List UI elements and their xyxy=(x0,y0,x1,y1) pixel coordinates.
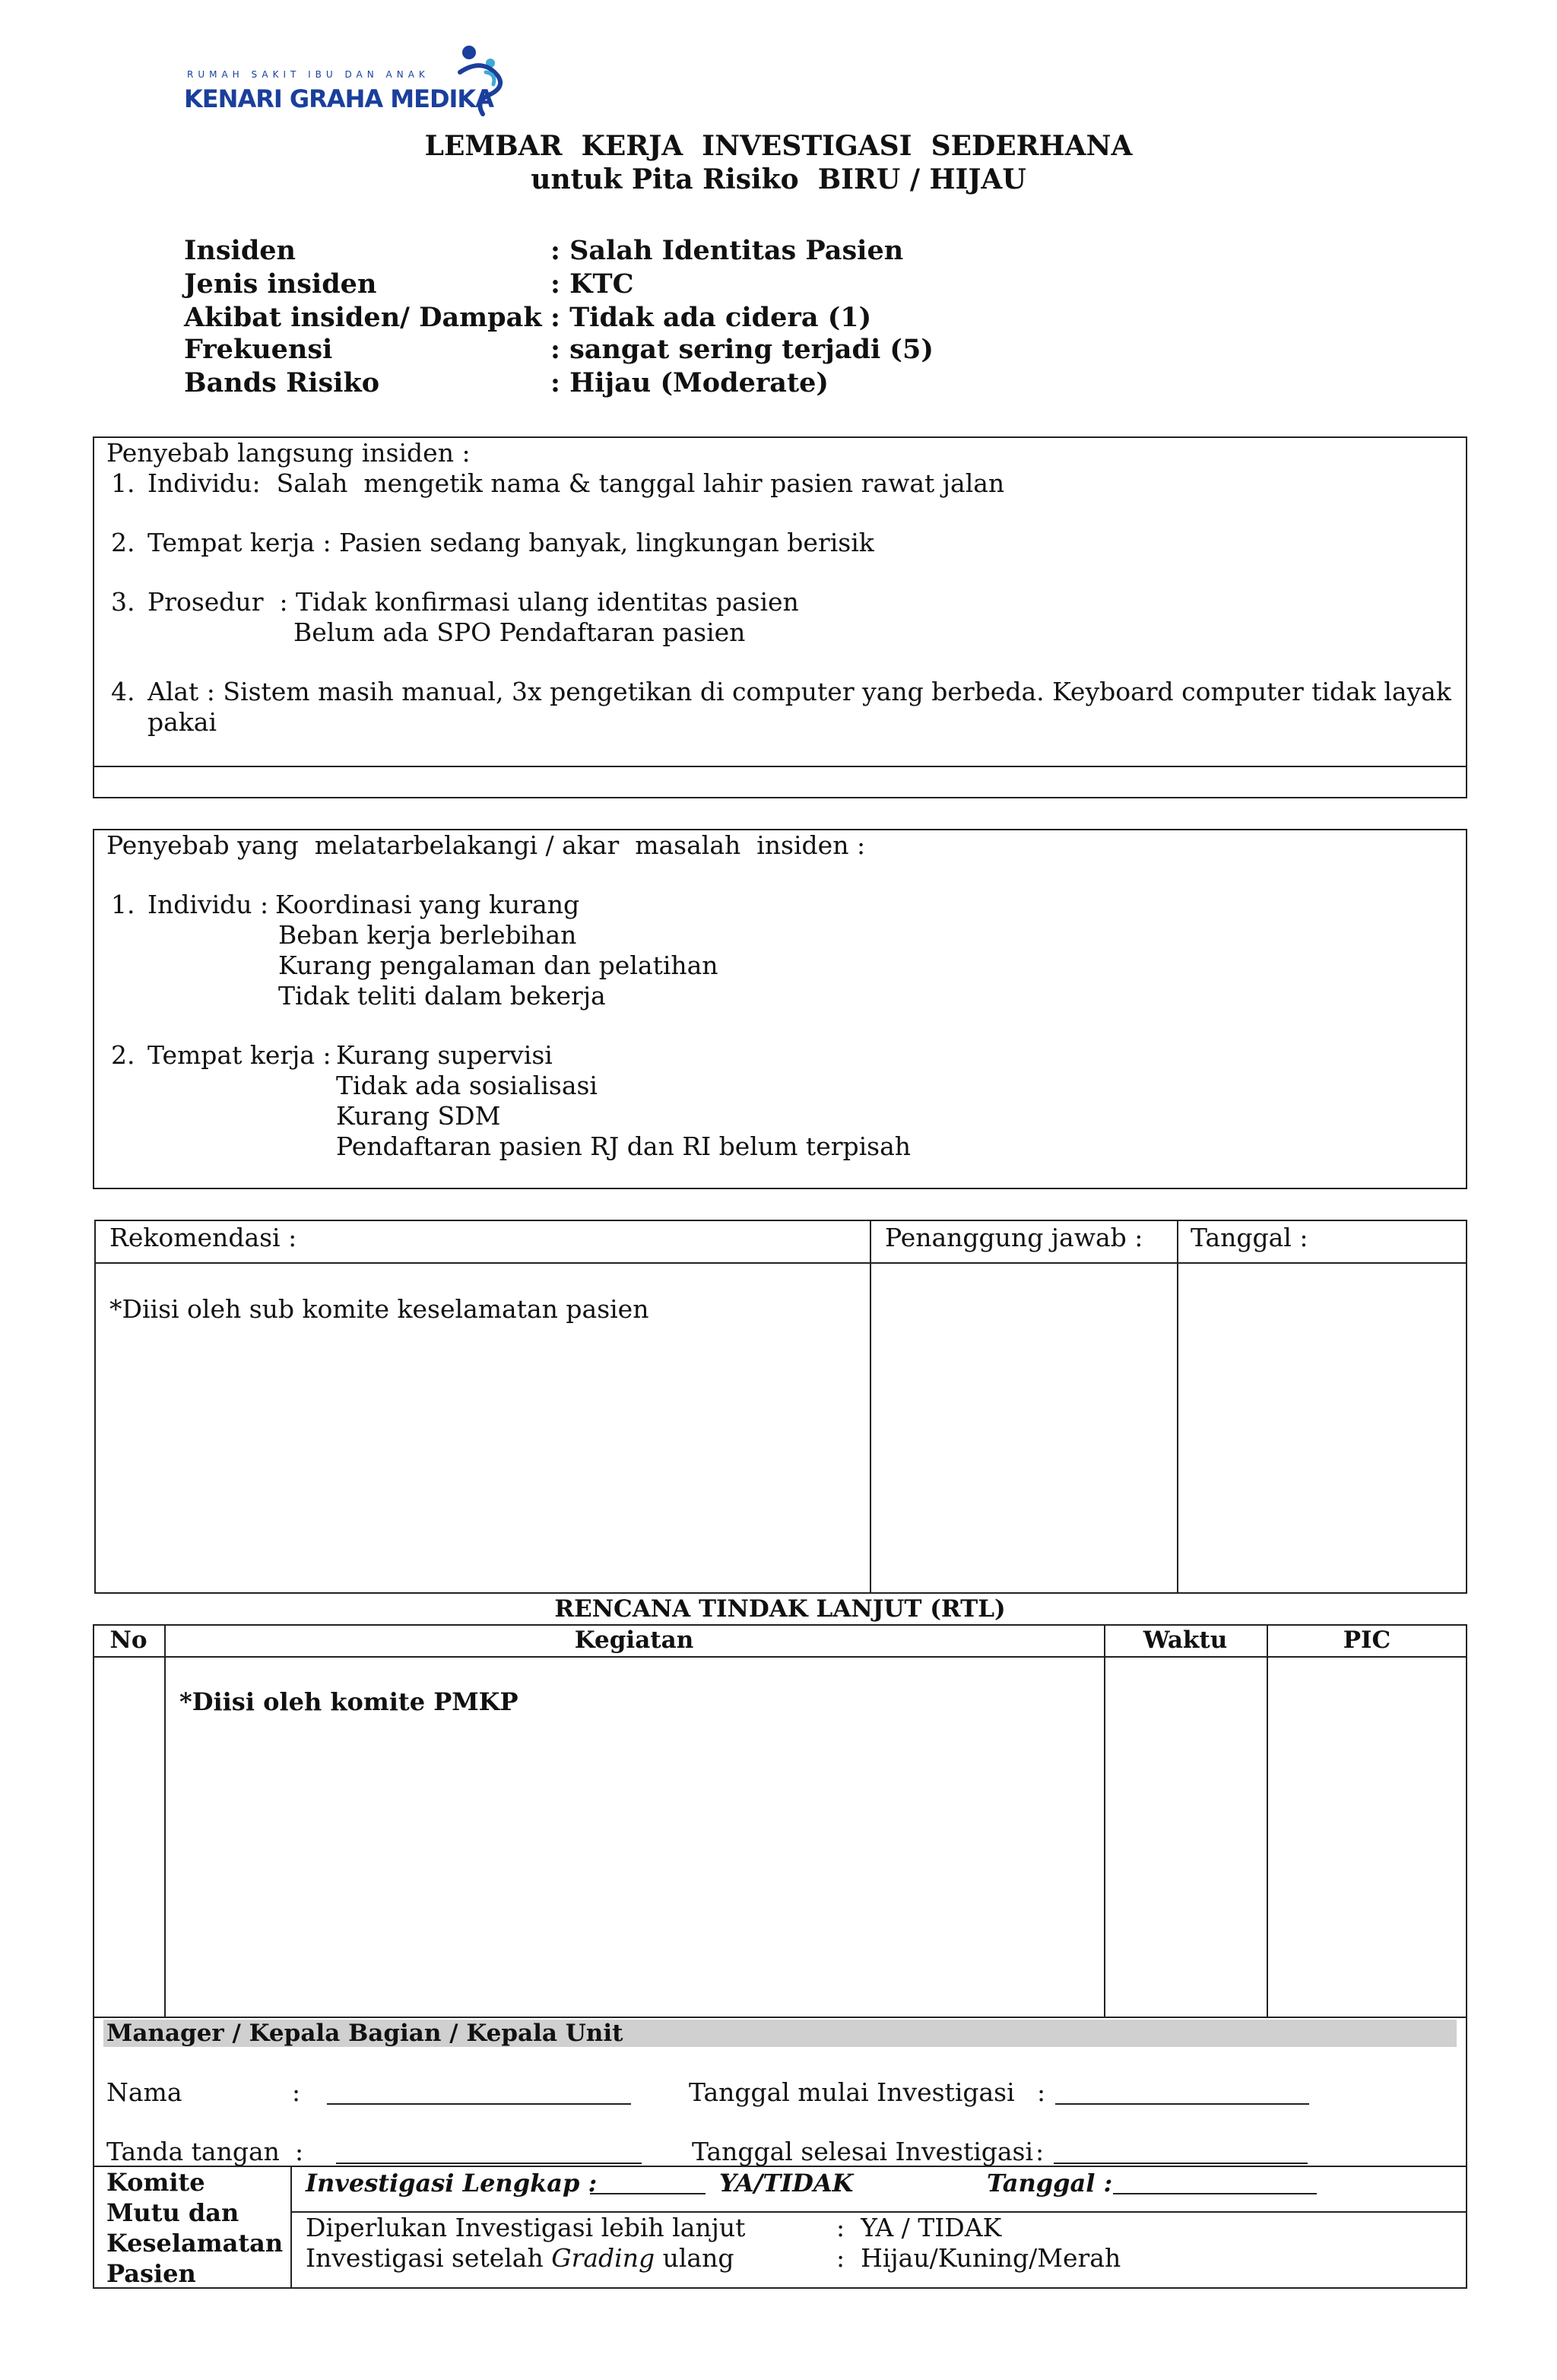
direct-cause-3-text-2: Belum ada SPO Pendaftaran pasien xyxy=(293,617,746,647)
end-date-field[interactable] xyxy=(1054,2163,1308,2164)
direct-cause-2-text: Tempat kerja : Pasien sedang banyak, lingkungan berisik xyxy=(147,528,874,557)
summary-value-insiden: : Salah Identitas Pasien xyxy=(550,235,904,266)
summary-label-bands: Bands Risiko xyxy=(184,367,380,398)
rtl-header-divider xyxy=(93,1656,1467,1658)
committee-label-1: Komite xyxy=(106,2168,205,2197)
signature-colon: : xyxy=(295,2137,304,2166)
root-cause-2-num: 2. xyxy=(111,1040,135,1070)
rtl-table xyxy=(93,1624,1467,2018)
start-date-field[interactable] xyxy=(1055,2103,1309,2105)
regrade-value[interactable]: : Hijau/Kuning/Merah xyxy=(836,2243,1121,2273)
manager-section xyxy=(93,2018,94,2167)
direct-cause-4-num: 4. xyxy=(111,677,135,706)
start-date-label: Tanggal mulai Investigasi xyxy=(689,2077,1015,2107)
root-cause-1-line-1: Koordinasi yang kurang xyxy=(275,890,580,919)
date-header: Tanggal : xyxy=(1191,1223,1308,1252)
summary-value-frekuensi: : sangat sering terjadi (5) xyxy=(550,334,934,365)
name-colon: : xyxy=(292,2077,301,2107)
rtl-col-divider-2 xyxy=(1104,1624,1105,2018)
root-cause-2-line-3: Kurang SDM xyxy=(336,1101,501,1131)
summary-label-akibat: Akibat insiden/ Dampak xyxy=(184,302,542,333)
rtl-note: *Diisi oleh komite PMKP xyxy=(179,1687,518,1716)
recommendation-header-divider xyxy=(94,1262,1467,1264)
recommendation-note: *Diisi oleh sub komite keselamatan pasien xyxy=(109,1294,649,1324)
root-cause-2-line-1: Kurang supervisi xyxy=(336,1040,553,1070)
investigation-complete-field[interactable] xyxy=(590,2193,706,2194)
root-cause-2-label: Tempat kerja : xyxy=(147,1040,331,1070)
name-field[interactable] xyxy=(327,2103,631,2105)
rtl-title: RENCANA TINDAK LANJUT (RTL) xyxy=(554,1595,1006,1623)
recommendation-col-divider-2 xyxy=(1177,1220,1178,1594)
root-causes-heading: Penyebab yang melatarbelakangi / akar masalah insiden : xyxy=(106,830,866,860)
direct-cause-3-num: 3. xyxy=(111,587,135,617)
summary-label-frekuensi: Frekuensi xyxy=(184,334,333,365)
committee-col-divider xyxy=(290,2166,292,2289)
rtl-header-waktu: Waktu xyxy=(1143,1626,1228,1654)
hospital-logo xyxy=(182,42,517,125)
direct-cause-3-text: Prosedur : Tidak konfirmasi ulang identitas pasien xyxy=(147,587,799,617)
root-cause-2-line-2: Tidak ada sosialisasi xyxy=(336,1071,598,1100)
title-line-2: untuk Pita Risiko BIRU / HIJAU xyxy=(531,163,1026,195)
further-investigation-value[interactable]: : YA / TIDAK xyxy=(836,2213,1002,2242)
logo-name: KENARI GRAHA MEDIKA xyxy=(184,84,493,113)
logo-tagline: RUMAH SAKIT IBU DAN ANAK xyxy=(187,69,430,80)
investigation-complete-label: Investigasi Lengkap : xyxy=(306,2169,598,2198)
committee-label-3: Keselamatan xyxy=(106,2229,284,2258)
summary-value-akibat: : Tidak ada cidera (1) xyxy=(550,302,872,333)
rtl-header-kegiatan: Kegiatan xyxy=(574,1626,694,1654)
regrade-label xyxy=(306,2243,734,2274)
rtl-header-pic: PIC xyxy=(1343,1626,1391,1654)
root-cause-2-line-4: Pendaftaran pasien RJ dan RI belum terpisah xyxy=(336,1131,912,1161)
signature-label: Tanda tangan xyxy=(106,2137,280,2166)
root-cause-1-line-3: Kurang pengalaman dan pelatihan xyxy=(278,950,718,980)
regrade-label-pre: Investigasi setelah xyxy=(306,2243,552,2273)
logo-mother-child-icon xyxy=(452,42,513,118)
root-cause-1-line-2: Beban kerja berlebihan xyxy=(278,920,577,950)
direct-causes-heading: Penyebab langsung insiden : xyxy=(106,438,471,468)
summary-value-jenis: : KTC xyxy=(550,268,634,300)
root-cause-1-num: 1. xyxy=(111,890,135,919)
committee-date-label: Tanggal : xyxy=(987,2169,1113,2198)
investigation-complete-options[interactable]: YA/TIDAK xyxy=(719,2169,854,2198)
direct-cause-1-text: Individu: Salah mengetik nama & tanggal lahir pasien rawat jalan xyxy=(147,468,1005,498)
recommendation-header: Rekomendasi : xyxy=(109,1223,297,1252)
committee-label-2: Mutu dan xyxy=(106,2198,239,2227)
rtl-col-divider-3 xyxy=(1267,1624,1268,2018)
end-date-label: Tanggal selesai Investigasi xyxy=(692,2137,1034,2166)
direct-cause-2-num: 2. xyxy=(111,528,135,557)
title-line-1: LEMBAR KERJA INVESTIGASI SEDERHANA xyxy=(424,130,1133,162)
root-cause-1-label: Individu : xyxy=(147,890,269,919)
start-date-colon: : xyxy=(1037,2077,1046,2107)
signature-field[interactable] xyxy=(336,2163,642,2164)
summary-label-jenis: Jenis insiden xyxy=(184,268,377,300)
responsible-header: Penanggung jawab : xyxy=(885,1223,1143,1252)
committee-date-field[interactable] xyxy=(1113,2193,1317,2194)
direct-causes-divider xyxy=(93,766,1467,767)
summary-label-insiden: Insiden xyxy=(184,235,296,266)
name-label: Nama xyxy=(106,2077,182,2107)
root-cause-1-line-4: Tidak teliti dalam bekerja xyxy=(278,981,606,1011)
end-date-colon: : xyxy=(1035,2137,1045,2166)
direct-cause-4-text: Alat : Sistem masih manual, 3x pengetikan di computer yang berbeda. Keyboard computer tidak layak xyxy=(147,677,1451,706)
manager-heading: Manager / Kepala Bagian / Kepala Unit xyxy=(106,2020,623,2047)
regrade-label-em: Grading xyxy=(551,2243,655,2273)
regrade-label-post: ulang xyxy=(655,2243,734,2273)
committee-label-4: Pasien xyxy=(106,2259,196,2288)
recommendation-col-divider-1 xyxy=(870,1220,871,1594)
rtl-header-no: No xyxy=(109,1626,147,1654)
rtl-col-divider-1 xyxy=(164,1624,166,2018)
direct-cause-4-text-2: pakai xyxy=(147,707,217,737)
direct-cause-1-num: 1. xyxy=(111,468,135,498)
further-investigation-label: Diperlukan Investigasi lebih lanjut xyxy=(306,2213,746,2242)
summary-value-bands: : Hijau (Moderate) xyxy=(550,367,829,398)
manager-section-right xyxy=(1466,2018,1467,2167)
recommendation-table xyxy=(94,1220,1467,1594)
